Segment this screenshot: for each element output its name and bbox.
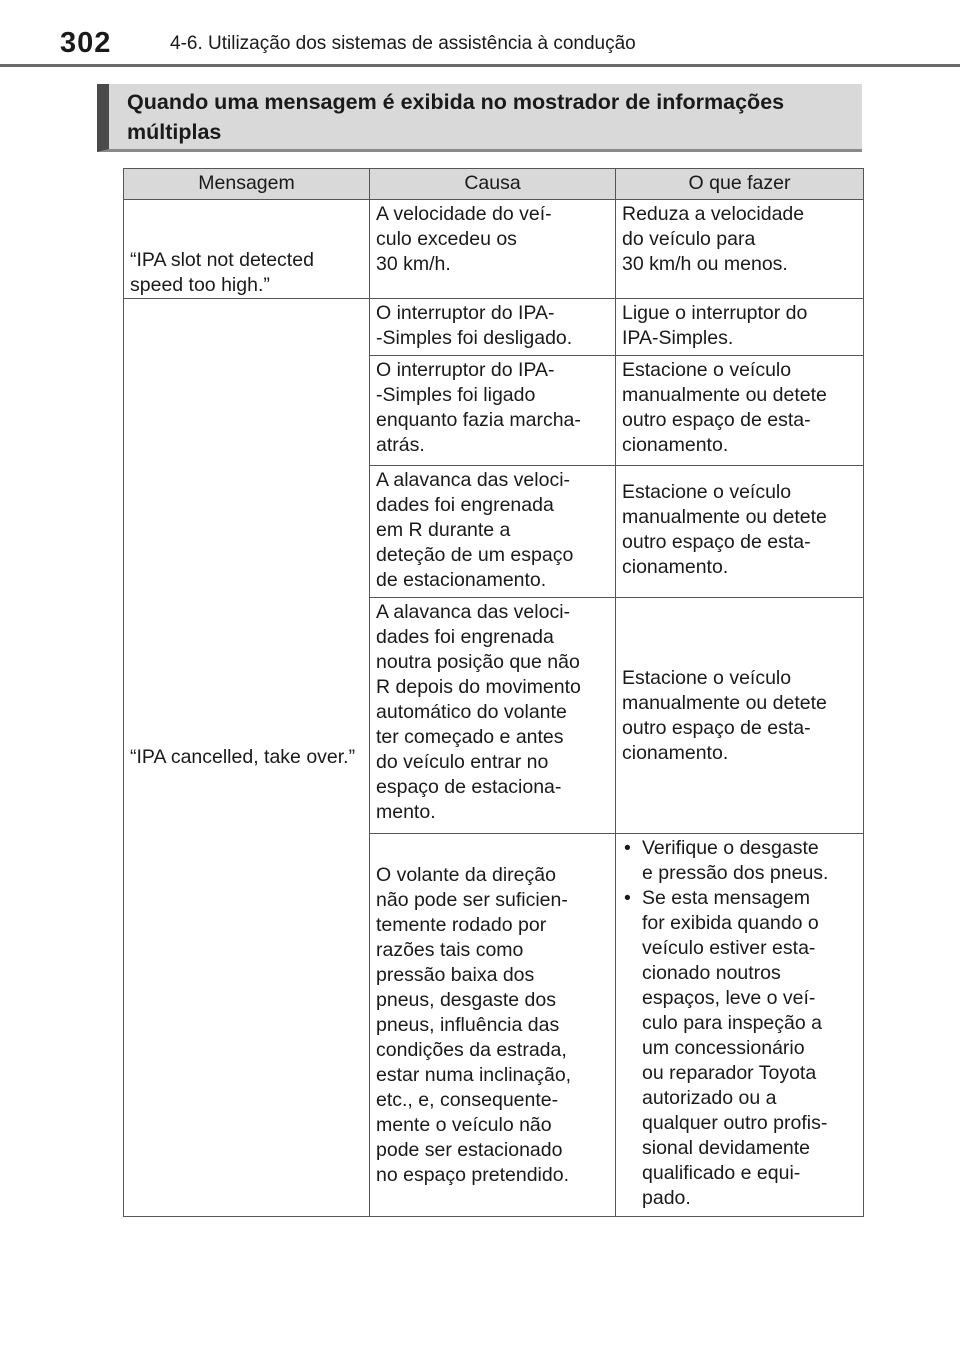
section-title: Quando uma mensagem é exibida no mostrador de informações múltiplas	[127, 90, 785, 144]
page-number: 302	[60, 27, 112, 59]
cause-cell	[370, 356, 616, 466]
message-cell	[124, 200, 370, 299]
message-table	[123, 168, 864, 1217]
cause-text: A alavanca das veloci- dades foi engrenada em R durante a deteção de um espaço de estacionamento.	[376, 469, 574, 591]
chapter-title: 4-6. Utilização dos sistemas de assistência à condução	[170, 33, 636, 54]
bullet-text: • Se esta mensagem for exibida quando o veículo estiver esta- cionado noutros espaços, leve o veí- culo para inspeção a um concessionário ou reparador Toyota autorizado ou a qualquer outro profis- sional devidamente qualificado e equi- pado.	[642, 887, 828, 1209]
action-text: Reduza a velocidade do veículo para 30 km/h ou menos.	[622, 203, 805, 275]
action-text: Estacione o veículo manualmente ou detete outro espaço de esta- cionamento.	[622, 666, 827, 764]
cause-text: O interruptor do IPA- -Simples foi ligado enquanto fazia marcha- atrás.	[376, 359, 581, 456]
message-text: “IPA cancelled, take over.”	[130, 746, 356, 768]
page-header	[0, 0, 960, 64]
cause-cell	[370, 466, 616, 598]
cause-cell	[370, 598, 616, 834]
table-row	[124, 200, 864, 299]
action-text: Estacione o veículo manualmente ou detete outro espaço de esta- cionamento.	[622, 481, 827, 578]
bullet-text: • Verifique o desgaste e pressão dos pneus.	[642, 837, 829, 884]
action-cell	[616, 466, 864, 598]
column-header-message: Mensagem	[124, 169, 370, 200]
header-rule	[0, 64, 960, 67]
action-cell	[616, 200, 864, 299]
cause-text: O interruptor do IPA- -Simples foi desligado.	[376, 302, 573, 349]
cause-cell	[370, 299, 616, 356]
action-cell	[616, 299, 864, 356]
action-text: Ligue o interruptor do IPA-Simples.	[622, 302, 808, 349]
action-bullet-list	[622, 836, 857, 1211]
action-cell	[616, 356, 864, 466]
column-header-action: O que fazer	[616, 169, 864, 200]
action-text: Estacione o veículo manualmente ou detete outro espaço de esta- cionamento.	[622, 359, 827, 456]
cause-cell	[370, 834, 616, 1217]
cause-text: A alavanca das veloci- dades foi engrenada noutra posição que não R depois do movimento automático do volante ter começado e antes do veículo entrar no espaço de estaciona- mento.	[376, 601, 581, 823]
section-heading-box	[97, 84, 862, 152]
list-item	[622, 836, 857, 886]
cause-cell	[370, 200, 616, 299]
list-item	[622, 886, 857, 1211]
table-row	[124, 299, 864, 356]
column-header-cause: Causa	[370, 169, 616, 200]
cause-text: A velocidade do veí- culo excedeu os 30 km/h.	[376, 203, 552, 275]
table-header-row	[124, 169, 864, 200]
cause-text: O volante da direção não pode ser suficien- temente rodado por razões tais como pressão baixa dos pneus, desgaste dos pneus, influência das condições da estrada, estar numa inclinação, etc., e, consequente- mente o veículo não pode ser estacionado no espaço pretendido.	[376, 863, 572, 1186]
action-cell	[616, 598, 864, 834]
message-cell	[124, 299, 370, 1217]
message-text: “IPA slot not detected speed too high.”	[130, 249, 314, 296]
action-cell	[616, 834, 864, 1217]
